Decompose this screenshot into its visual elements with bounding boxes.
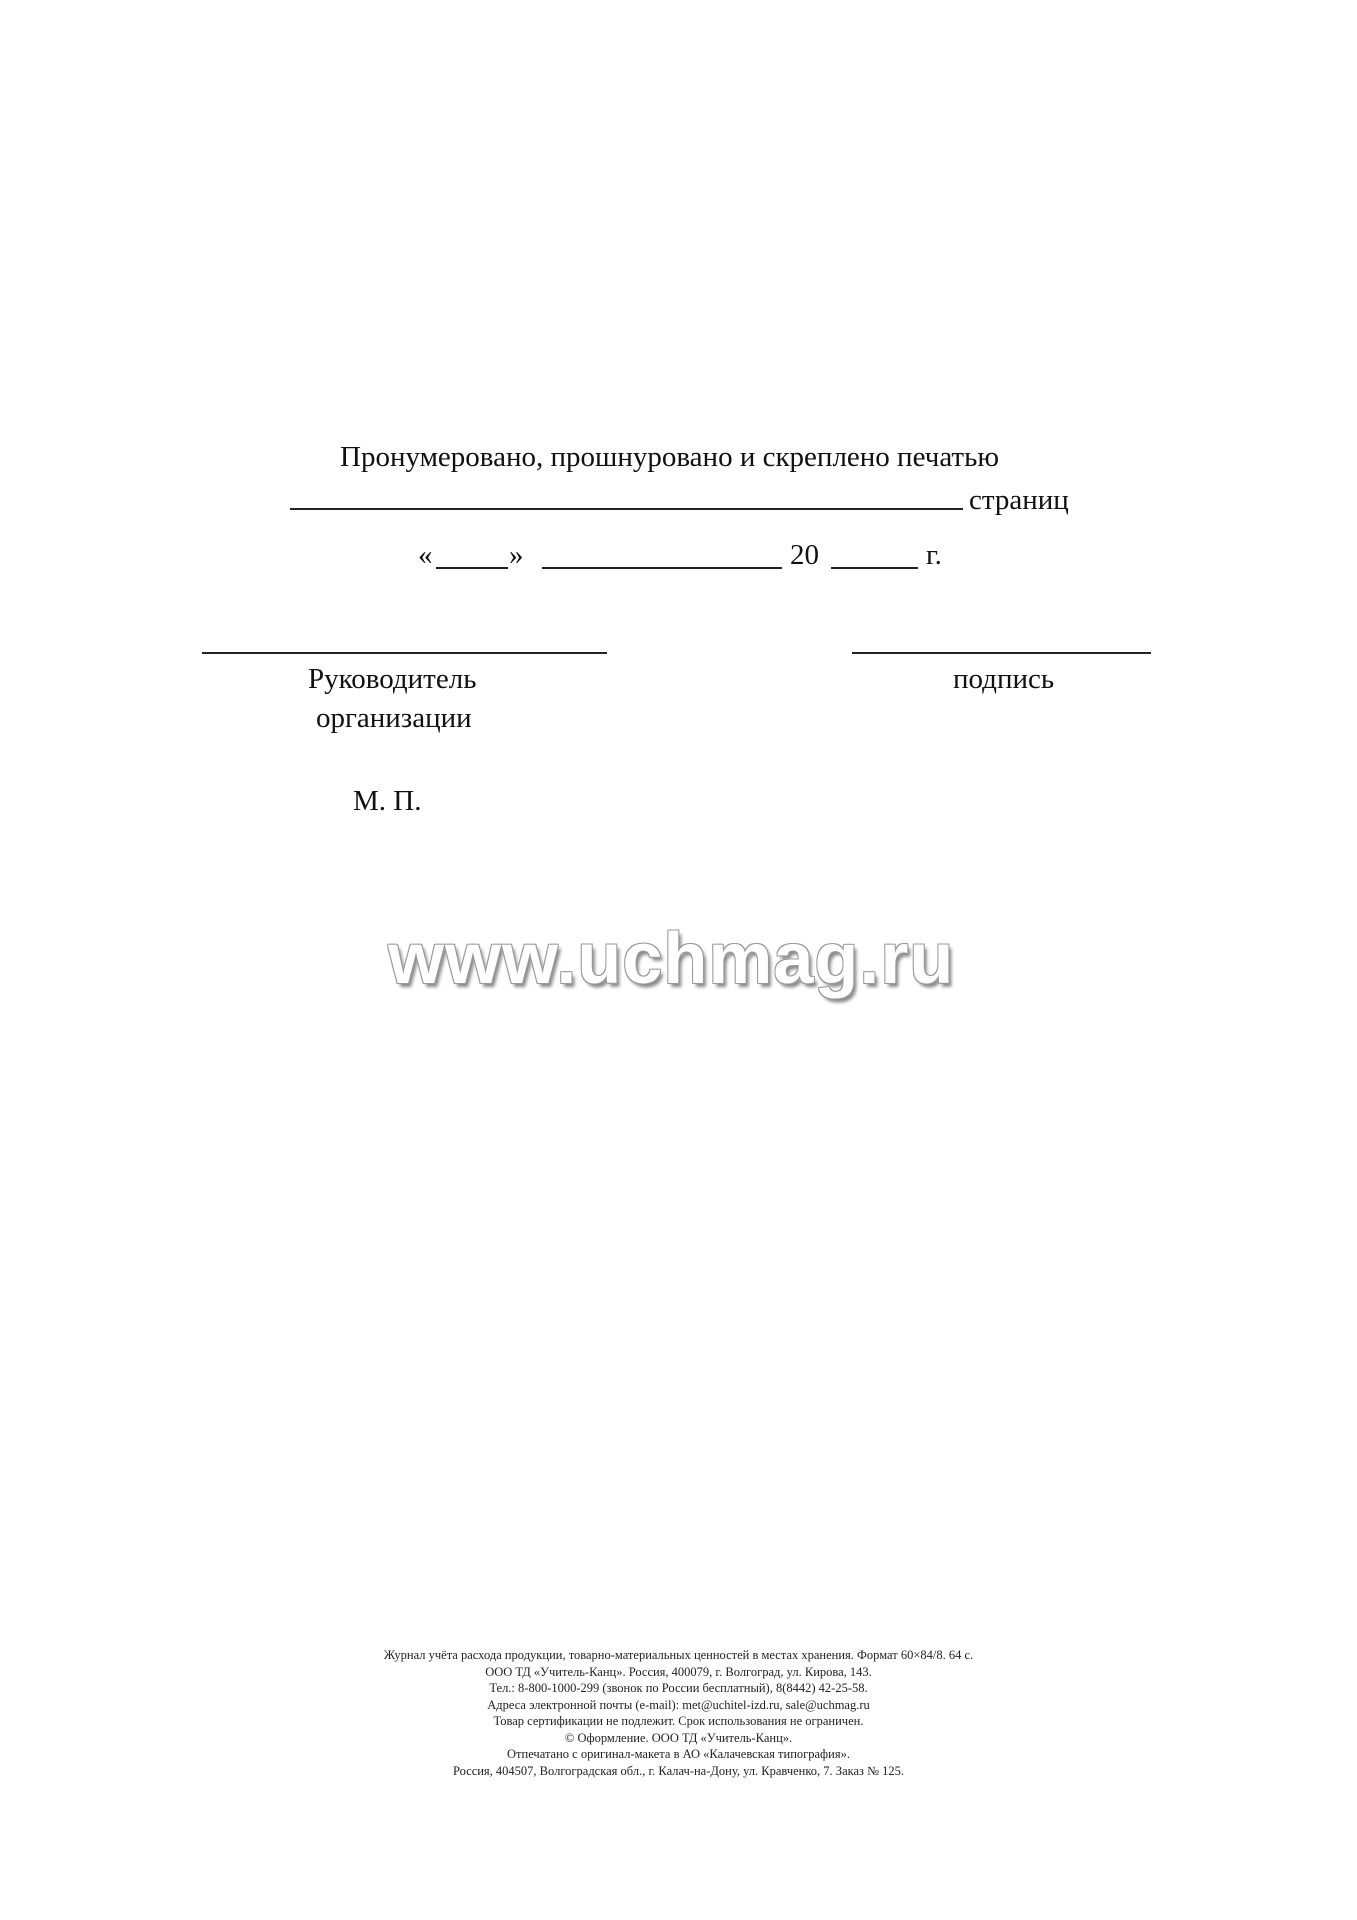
publisher-imprint: [0, 1647, 1357, 1779]
month-blank: [542, 567, 782, 569]
pages-count-blank: [290, 508, 963, 510]
imprint-line: © Оформление. ООО ТД «Учитель-Канц».: [564, 1730, 793, 1745]
signature-label: подпись: [953, 663, 1055, 695]
head-label-line1: Руководитель: [308, 663, 477, 695]
head-label-line2: организации: [316, 702, 472, 734]
day-blank: [436, 567, 508, 569]
signature-line: [852, 652, 1151, 654]
date-open-quote: «: [418, 539, 433, 571]
certification-heading: Пронумеровано, прошнуровано и скреплено печатью: [340, 441, 999, 473]
year-blank: [831, 567, 918, 569]
imprint-line: Отпечатано с оригинал-макета в АО «Калачевская типография».: [507, 1747, 850, 1761]
imprint-line: ООО ТД «Учитель-Канц». Россия, 400079, г. Волгоград, ул. Кирова, 143.: [485, 1664, 872, 1679]
stamp-place-label: М. П.: [353, 785, 422, 817]
imprint-line: Тел.: 8-800-1000-299 (звонок по России бесплатный), 8(8442) 42-25-58.: [489, 1681, 868, 1695]
year-suffix: г.: [926, 539, 942, 571]
imprint-line: Товар сертификации не подлежит. Срок использования не ограничен.: [493, 1714, 864, 1728]
imprint-line: Адреса электронной почты (e-mail): met@uchitel-izd.ru, sale@uchmag.ru: [487, 1697, 870, 1712]
imprint-line: Журнал учёта расхода продукции, товарно-материальных ценностей в местах хранения. Формат 60×84/8. 64 с.: [383, 1648, 974, 1662]
date-close-quote: »: [509, 539, 524, 571]
watermark: www.uchmag.ru: [388, 919, 955, 999]
imprint-line: Россия, 404507, Волгоградская обл., г. Калач-на-Дону, ул. Кравченко, 7. Заказ № 125.: [452, 1763, 905, 1778]
pages-label: страниц: [969, 484, 1069, 516]
year-prefix: 20: [790, 539, 819, 571]
head-name-line: [202, 652, 607, 654]
